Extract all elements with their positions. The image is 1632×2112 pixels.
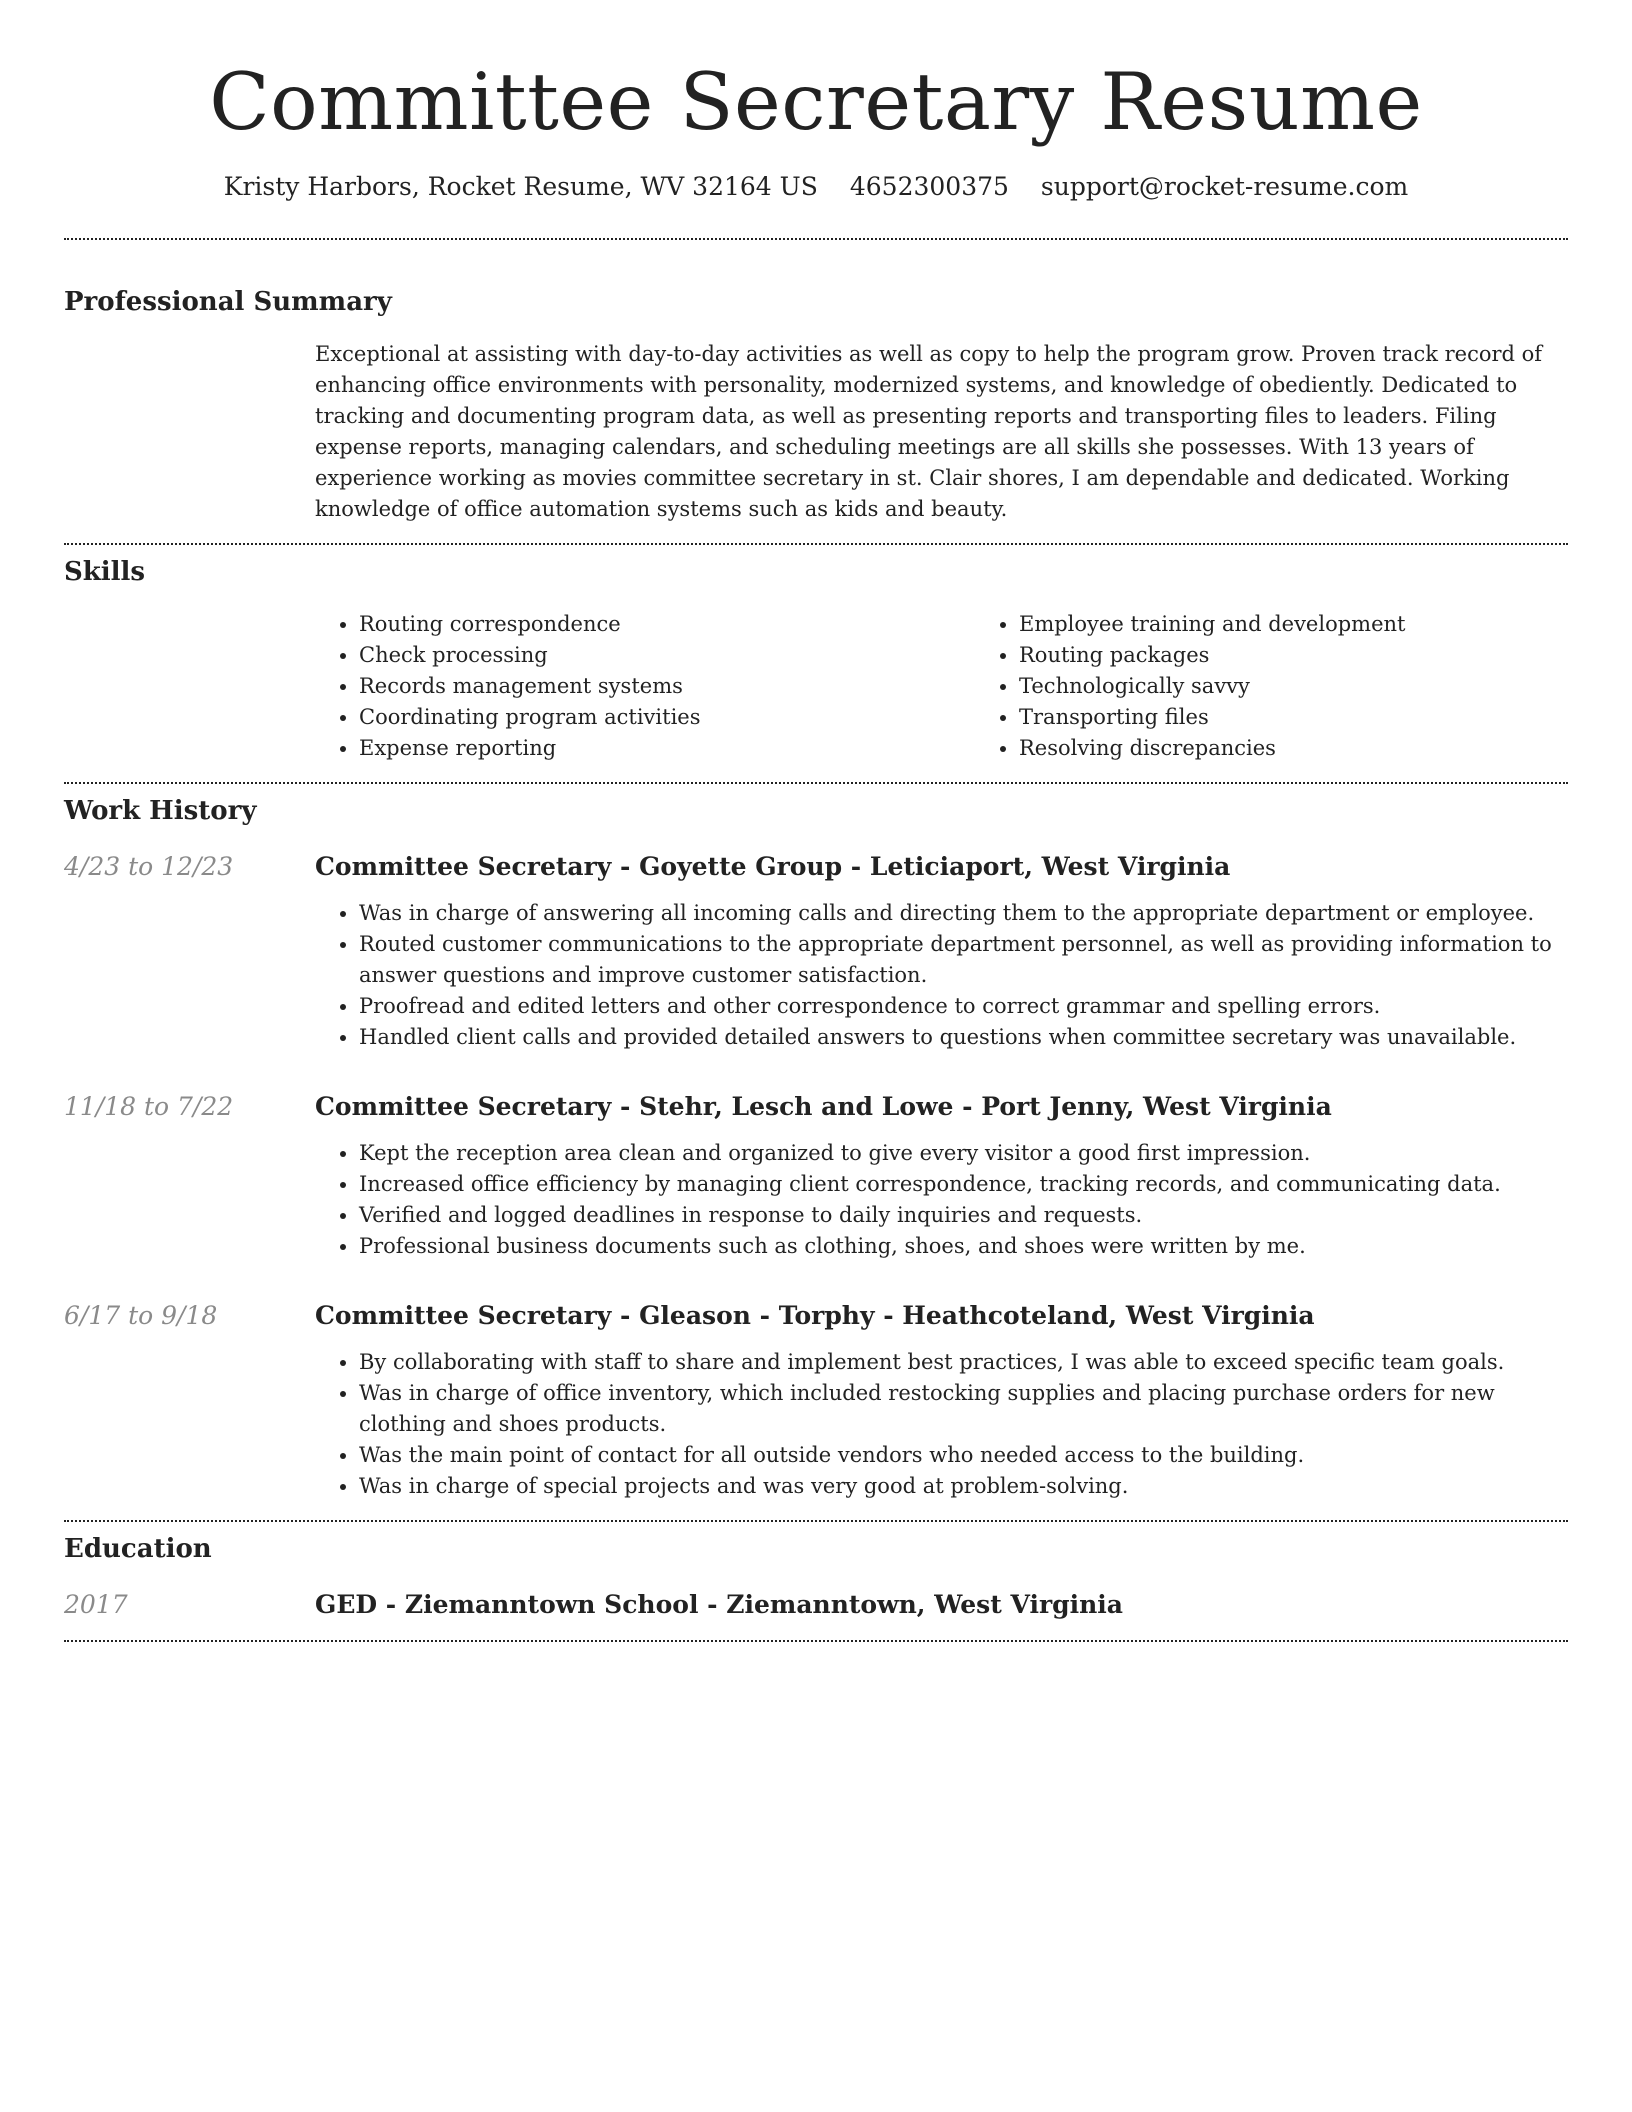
- job-bullet: • Handled client calls and provided detailed answers to questions when committee secretary was unavailable.: [359, 1022, 1568, 1053]
- contact-line: [64, 169, 1568, 205]
- divider: [64, 1640, 1568, 1642]
- job-dates: 6/17 to 9/18: [64, 1301, 218, 1330]
- education-title: GED - Ziemanntown School - Ziemanntown, West Virginia: [315, 1590, 1123, 1619]
- job-bullet: • By collaborating with staff to share and implement best practices, I was able to exceed specific team goals.: [359, 1347, 1568, 1378]
- summary-text: Exceptional at assisting with day-to-day activities as well as copy to help the program grow. Proven track record of enhancing office environments with personality, modernized systems, and knowledge of obediently. Dedicated to tracking and documenting program data, as well as presenting reports and transporting files to leaders. Filing expense reports, managing calendars, and scheduling meetings are all skills she possesses. With 13 years of experience working as movies committee secretary in st. Clair shores, I am dependable and dedicated. Working knowledge of office automation systems such as kids and beauty.: [315, 342, 1543, 521]
- skill-item: • Technologically savvy: [1019, 671, 1632, 702]
- job-dates: 11/18 to 7/22: [64, 1092, 234, 1121]
- job-bullets: [315, 1138, 1568, 1262]
- education-entry: [64, 1588, 1568, 1622]
- skills-list-right: [975, 609, 1632, 764]
- skill-item: • Check processing: [359, 640, 975, 671]
- skills-list-left: [315, 609, 975, 764]
- job-entry: [64, 1090, 1568, 1262]
- skill-item: • Records management systems: [359, 671, 975, 702]
- work-section: [64, 794, 1568, 1502]
- divider: [64, 782, 1568, 784]
- skills-section: [64, 555, 1568, 764]
- job-entry: [64, 1299, 1568, 1502]
- job-bullet: • Routed customer communications to the appropriate department personnel, as well as providing information to answer questions and improve customer satisfaction.: [359, 929, 1568, 991]
- skill-item: • Coordinating program activities: [359, 702, 975, 733]
- contact-email: support@rocket-resume.com: [1040, 172, 1409, 201]
- skill-item: • Routing correspondence: [359, 609, 975, 640]
- skill-item: • Expense reporting: [359, 733, 975, 764]
- education-section: [64, 1532, 1568, 1622]
- job-bullet: • Professional business documents such as clothing, shoes, and shoes were written by me.: [359, 1231, 1568, 1262]
- job-bullets: [315, 1347, 1568, 1502]
- page-title: Committee Secretary Resume: [209, 56, 1423, 148]
- education-year: 2017: [64, 1590, 128, 1619]
- skills-heading: Skills: [64, 557, 146, 587]
- job-bullet: • Verified and logged deadlines in response to daily inquiries and requests.: [359, 1200, 1568, 1231]
- job-bullet: • Was the main point of contact for all outside vendors who needed access to the building.: [359, 1440, 1568, 1471]
- job-bullet: • Increased office efficiency by managing client correspondence, tracking records, and communicating data.: [359, 1169, 1568, 1200]
- job-title: Committee Secretary - Goyette Group - Leticiaport, West Virginia: [315, 852, 1231, 881]
- skill-item: • Employee training and development: [1019, 609, 1632, 640]
- job-entry: [64, 850, 1568, 1053]
- work-heading: Work History: [64, 796, 257, 826]
- skill-item: • Routing packages: [1019, 640, 1632, 671]
- education-heading: Education: [64, 1534, 212, 1564]
- skill-item: • Resolving discrepancies: [1019, 733, 1632, 764]
- job-dates: 4/23 to 12/23: [64, 852, 234, 881]
- job-title: Committee Secretary - Gleason - Torphy - Heathcoteland, West Virginia: [315, 1301, 1315, 1330]
- job-bullet: • Kept the reception area clean and organized to give every visitor a good first impression.: [359, 1138, 1568, 1169]
- resume-page: [64, 0, 1568, 1642]
- job-bullet: • Was in charge of special projects and was very good at problem-solving.: [359, 1471, 1568, 1502]
- job-bullet: • Proofread and edited letters and other correspondence to correct grammar and spelling errors.: [359, 991, 1568, 1022]
- divider: [64, 1520, 1568, 1522]
- summary-section: [64, 285, 1568, 525]
- contact-phone: 4652300375: [849, 172, 1009, 201]
- divider: [64, 543, 1568, 545]
- job-bullets: [315, 898, 1568, 1053]
- contact-address: Kristy Harbors, Rocket Resume, WV 32164 US: [223, 172, 818, 201]
- job-bullet: • Was in charge of answering all incoming calls and directing them to the appropriate department or employee.: [359, 898, 1568, 929]
- skill-item: • Transporting files: [1019, 702, 1632, 733]
- job-title: Committee Secretary - Stehr, Lesch and Lowe - Port Jenny, West Virginia: [315, 1092, 1332, 1121]
- divider: [64, 238, 1568, 240]
- job-bullet: • Was in charge of office inventory, which included restocking supplies and placing purchase orders for new clothing and shoes products.: [359, 1378, 1568, 1440]
- summary-heading: Professional Summary: [64, 287, 392, 317]
